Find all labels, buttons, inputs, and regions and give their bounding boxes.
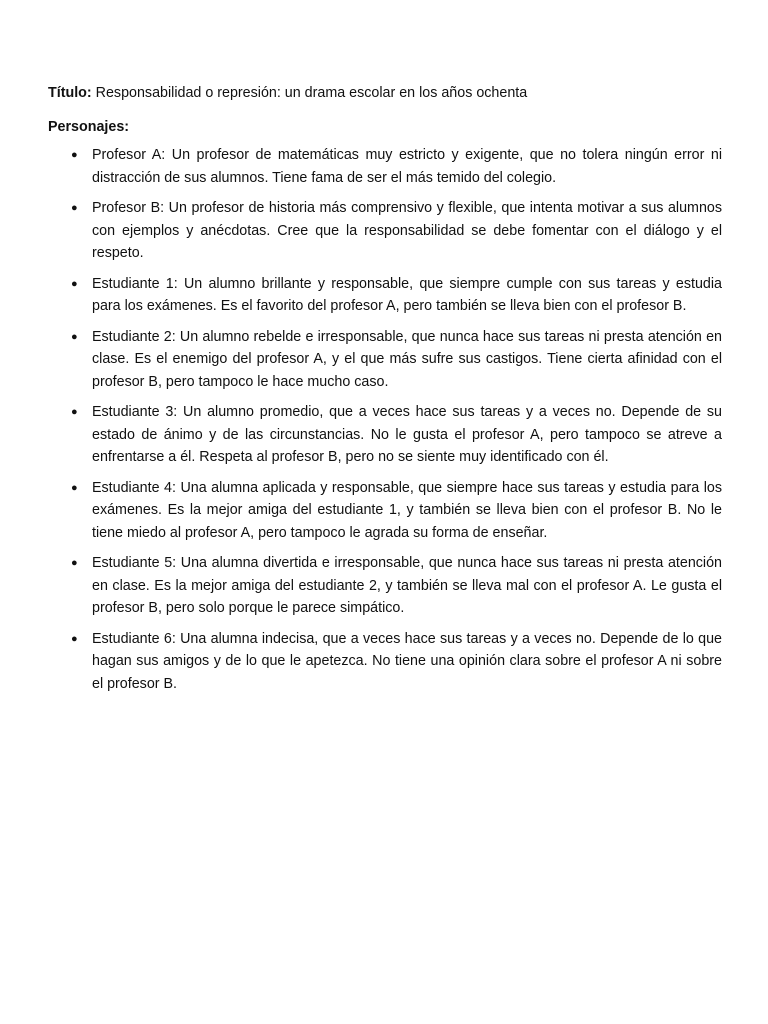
title-text: Responsabilidad o represión: un drama escolar en los años ochenta (91, 85, 528, 101)
bullet-icon: ● (71, 632, 78, 645)
bullet-icon: ● (71, 277, 78, 290)
list-item (48, 326, 722, 394)
bullet-icon: ● (71, 330, 78, 343)
bullet-icon: ● (71, 481, 78, 494)
characters-heading: Personajes: (48, 118, 130, 135)
character-description: Profesor B: Un profesor de historia más comprensivo y flexible, que intenta motivar a sus alumnos con ejemplos y anécdotas. Cree que la responsabilidad se debe fomentar con el diálogo y el respeto. (92, 200, 722, 261)
character-description: Profesor A: Un profesor de matemáticas muy estricto y exigente, que no tolera ningún error ni distracción de sus alumnos. Tiene fama de ser el más temido del colegio. (92, 147, 722, 186)
character-description: Estudiante 1: Un alumno brillante y responsable, que siempre cumple con sus tareas y estudia para los exámenes. Es el favorito del profesor A, pero también se lleva bien con el profesor B. (92, 275, 722, 314)
list-item (48, 144, 722, 189)
character-description: Estudiante 2: Un alumno rebelde e irresponsable, que nunca hace sus tareas ni presta atención en clase. Es el enemigo del profesor A, y el que más sufre sus castigos. Tiene cierta afinidad con el profesor B, pero tampoco le hace mucho caso. (92, 328, 722, 390)
list-item (48, 477, 722, 545)
characters-list (48, 144, 722, 695)
character-description: Estudiante 5: Una alumna divertida e irresponsable, que nunca hace sus tareas ni presta atención en clase. Es la mejor amiga del estudiante 2, y también se lleva mal con el profesor A. Le gusta el profesor B, pero solo porque le parece simpático. (92, 555, 722, 616)
character-description: Estudiante 6: Una alumna indecisa, que a veces hace sus tareas y a veces no. Depende de lo que hagan sus amigos y de lo que le apetezca. No tiene una opinión clara sobre el profesor A ni sobre el profesor B. (92, 630, 722, 692)
list-item (48, 273, 722, 318)
bullet-icon: ● (71, 149, 78, 161)
list-item (48, 628, 722, 696)
character-description: Estudiante 3: Un alumno promedio, que a veces hace sus tareas y a veces no. Depende de su estado de ánimo y de las circunstancias. No le gusta el profesor A, pero tampoco se atreve a enfrentarse a él. Respeta al profesor B, pero no se siente muy identificado con él. (92, 404, 722, 465)
bullet-icon: ● (71, 202, 78, 214)
document-title (48, 82, 722, 105)
list-item (48, 552, 722, 620)
title-label: Título: (48, 85, 92, 101)
document-content (48, 82, 722, 703)
character-description: Estudiante 4: Una alumna aplicada y responsable, que siempre hace sus tareas y estudia para los exámenes. Es la mejor amiga del estudiante 1, y también se lleva bien con el profesor B. No le tiene miedo al profesor A, pero tampoco le agrada su forma de enseñar. (92, 479, 722, 541)
bullet-icon: ● (71, 557, 78, 569)
list-item (48, 197, 722, 265)
bullet-icon: ● (71, 406, 78, 418)
list-item (48, 401, 722, 469)
